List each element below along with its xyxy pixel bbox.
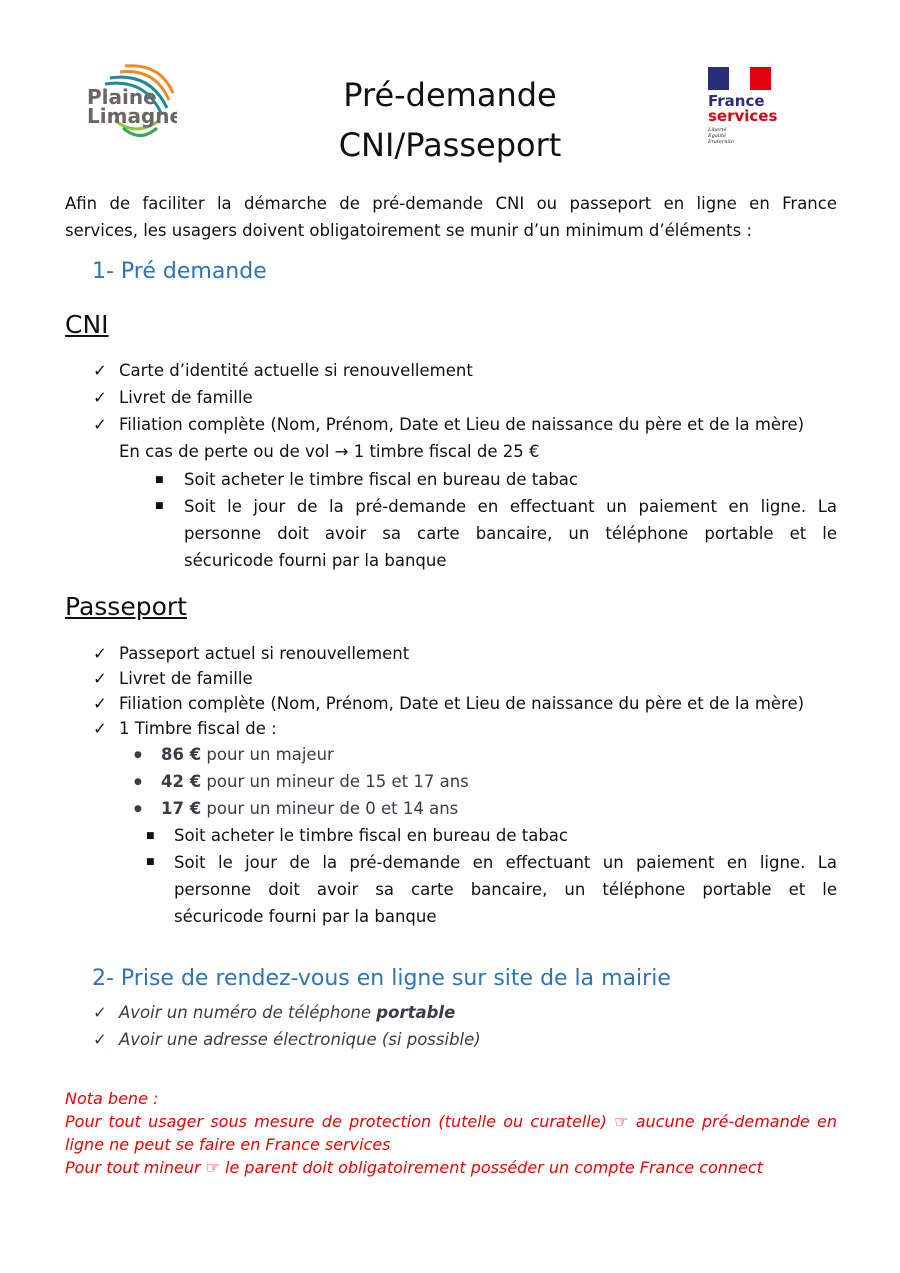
- passeport-item: ✓ 1 Timbre fiscal de :: [93, 719, 277, 738]
- fee-item: ● 42 € pour un mineur de 15 et 17 ans: [134, 772, 469, 791]
- cni-option: ■ Soit le jour de la pré-demande en effectuant un paiement en ligne. La: [155, 497, 837, 516]
- logo-text-services: services: [708, 107, 778, 125]
- passeport-option: ■ Soit le jour de la pré-demande en effectuant un paiement en ligne. La: [146, 853, 837, 872]
- logo-text-france: France: [708, 92, 765, 110]
- fee-item: ● 17 € pour un mineur de 0 et 14 ans: [134, 799, 459, 818]
- fee-item: ● 86 € pour un majeur: [134, 745, 334, 764]
- cni-heading: CNI: [65, 310, 109, 339]
- page-title: Pré-demande CNI/Passeport: [338, 76, 562, 164]
- cni-option-cont: personne doit avoir sa carte bancaire, un téléphone portable et le: [184, 524, 837, 543]
- cni-option: ■ Soit acheter le timbre fiscal en bureau de tabac: [155, 470, 578, 489]
- nota-bene: Nota bene : Pour tout usager sous mesure de protection (tutelle ou curatelle) ☞ aucune pré-demande en ligne ne peut se faire en France services Pour tout mineur ☞ le parent doit obligatoirement posséder un compte France connect: [65, 1089, 837, 1177]
- cni-item: ✓ Livret de famille: [93, 388, 253, 407]
- passeport-item: ✓ Passeport actuel si renouvellement: [93, 644, 410, 663]
- passeport-option-cont: personne doit avoir sa carte bancaire, un téléphone portable et le: [174, 880, 837, 899]
- section-1-heading: 1- Pré demande: [92, 259, 267, 284]
- svg-text:Limagne: Limagne: [87, 104, 177, 128]
- passeport-option: ■ Soit acheter le timbre fiscal en bureau de tabac: [146, 826, 568, 845]
- section-2-heading: 2- Prise de rendez-vous en ligne sur site de la mairie: [92, 966, 671, 991]
- passeport-option-cont: sécuricode fourni par la banque: [174, 907, 437, 926]
- rdv-item: ✓ Avoir un numéro de téléphone portable: [93, 1003, 456, 1022]
- intro-line-2: services, les usagers doivent obligatoirement se munir d’un minimum d’éléments :: [65, 221, 753, 240]
- cni-item: ✓ Filiation complète (Nom, Prénom, Date et Lieu de naissance du père et de la mère): [93, 415, 805, 434]
- svg-text:Plaine: Plaine: [87, 85, 157, 109]
- cni-option-cont: sécuricode fourni par la banque: [184, 551, 447, 570]
- logo-motto: Liberté Égalité Fraternité: [708, 127, 734, 145]
- passeport-item: ✓ Livret de famille: [93, 669, 253, 688]
- intro-line-1: Afin de faciliter la démarche de pré-demande CNI ou passeport en ligne en France: [65, 194, 837, 213]
- cni-loss-note: En cas de perte ou de vol → 1 timbre fiscal de 25 €: [119, 442, 540, 461]
- passeport-item: ✓ Filiation complète (Nom, Prénom, Date et Lieu de naissance du père et de la mère): [93, 694, 805, 713]
- passeport-heading: Passeport: [65, 592, 187, 621]
- rdv-item: ✓ Avoir une adresse électronique (si possible): [93, 1030, 481, 1049]
- cni-item: ✓ Carte d’identité actuelle si renouvellement: [93, 361, 473, 380]
